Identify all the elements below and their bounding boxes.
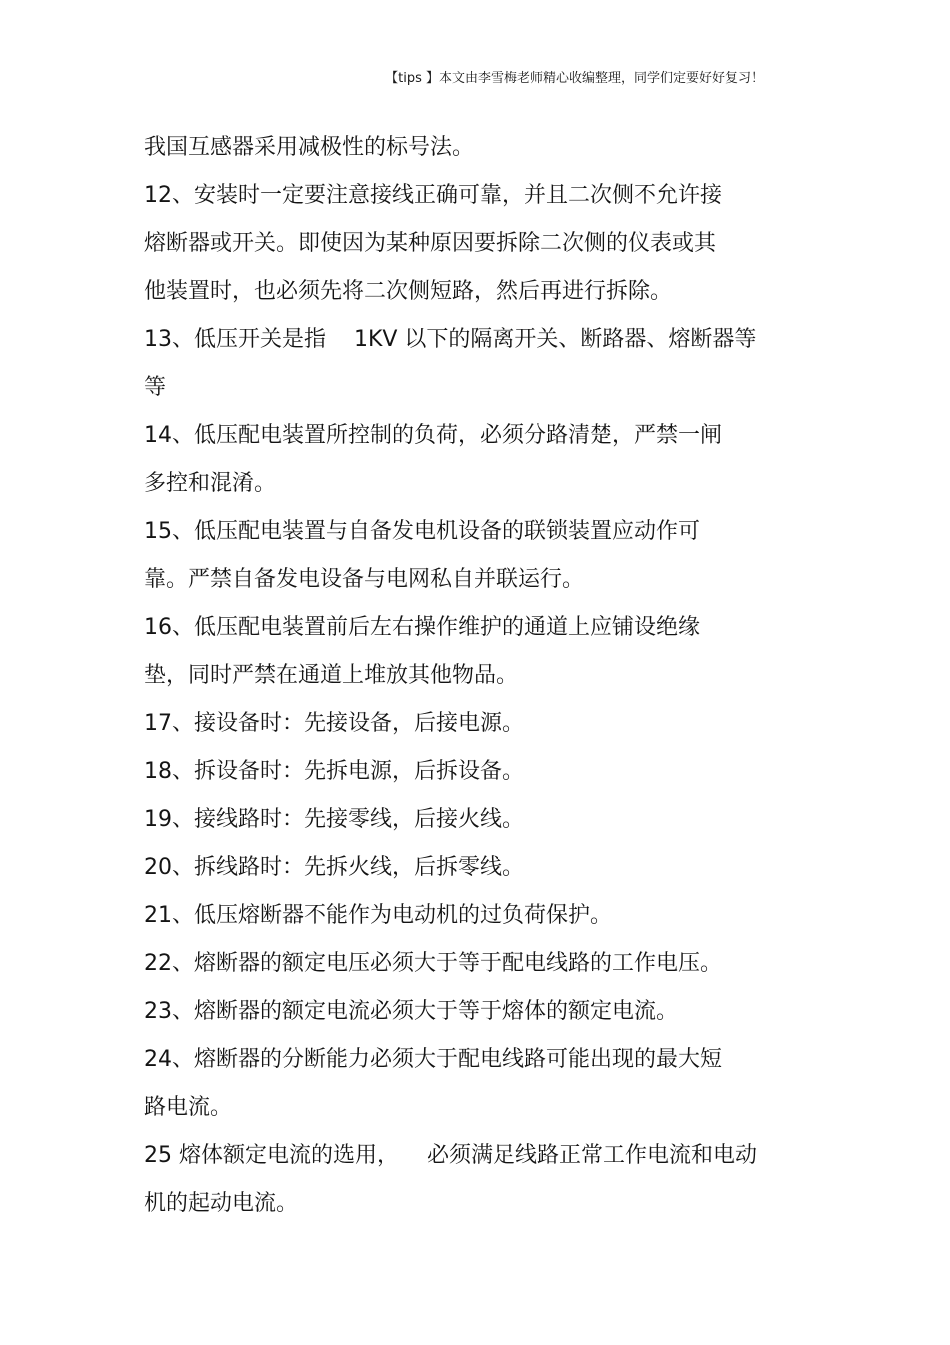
text-line: 多控和混淆。 xyxy=(144,471,277,496)
text-line: 23、熔断器的额定电流必须大于等于熔体的额定电流。 xyxy=(144,999,678,1024)
text-line: 17、接设备时：先接设备，后接电源。 xyxy=(144,711,524,736)
text-line: 机的起动电流。 xyxy=(144,1191,299,1216)
text-line: 垫，同时严禁在通道上堆放其他物品。 xyxy=(144,663,519,688)
text-line: 18、拆设备时：先拆电源，后拆设备。 xyxy=(144,759,524,784)
document-body xyxy=(144,124,784,1228)
header-tip: 【tips 】本文由李雪梅老师精心收编整理，同学们定要好好复习！ xyxy=(385,71,764,86)
text-line: 靠。严禁自备发电设备与电网私自并联运行。 xyxy=(144,567,585,592)
text-line: 熔断器或开关。即使因为某种原因要拆除二次侧的仪表或其 xyxy=(144,231,717,256)
text-line: 21、低压熔断器不能作为电动机的过负荷保护。 xyxy=(144,903,612,928)
text-line: 等 xyxy=(144,375,167,400)
text-line: 15、低压配电装置与自备发电机设备的联锁装置应动作可 xyxy=(144,519,700,544)
text-line: 路电流。 xyxy=(144,1095,233,1120)
text-line: 24、熔断器的分断能力必须大于配电线路可能出现的最大短 xyxy=(144,1047,722,1072)
text-line: 我国互感器采用减极性的标号法。 xyxy=(144,135,475,160)
text-line: 20、拆线路时：先拆火线，后拆零线。 xyxy=(144,855,524,880)
text-line: 12、安装时一定要注意接线正确可靠，并且二次侧不允许接 xyxy=(144,183,722,208)
text-line: 13、低压开关是指 1KV 以下的隔离开关、断路器、熔断器等 xyxy=(144,327,757,352)
text-line: 19、接线路时：先接零线，后接火线。 xyxy=(144,807,524,832)
text-line: 16、低压配电装置前后左右操作维护的通道上应铺设绝缘 xyxy=(144,615,700,640)
text-line: 他装置时，也必须先将二次侧短路，然后再进行拆除。 xyxy=(144,279,673,304)
text-line: 25 熔体额定电流的选用， 必须满足线路正常工作电流和电动 xyxy=(144,1143,757,1168)
text-line: 14、低压配电装置所控制的负荷，必须分路清楚，严禁一闸 xyxy=(144,423,722,448)
text-line: 22、熔断器的额定电压必须大于等于配电线路的工作电压。 xyxy=(144,951,722,976)
